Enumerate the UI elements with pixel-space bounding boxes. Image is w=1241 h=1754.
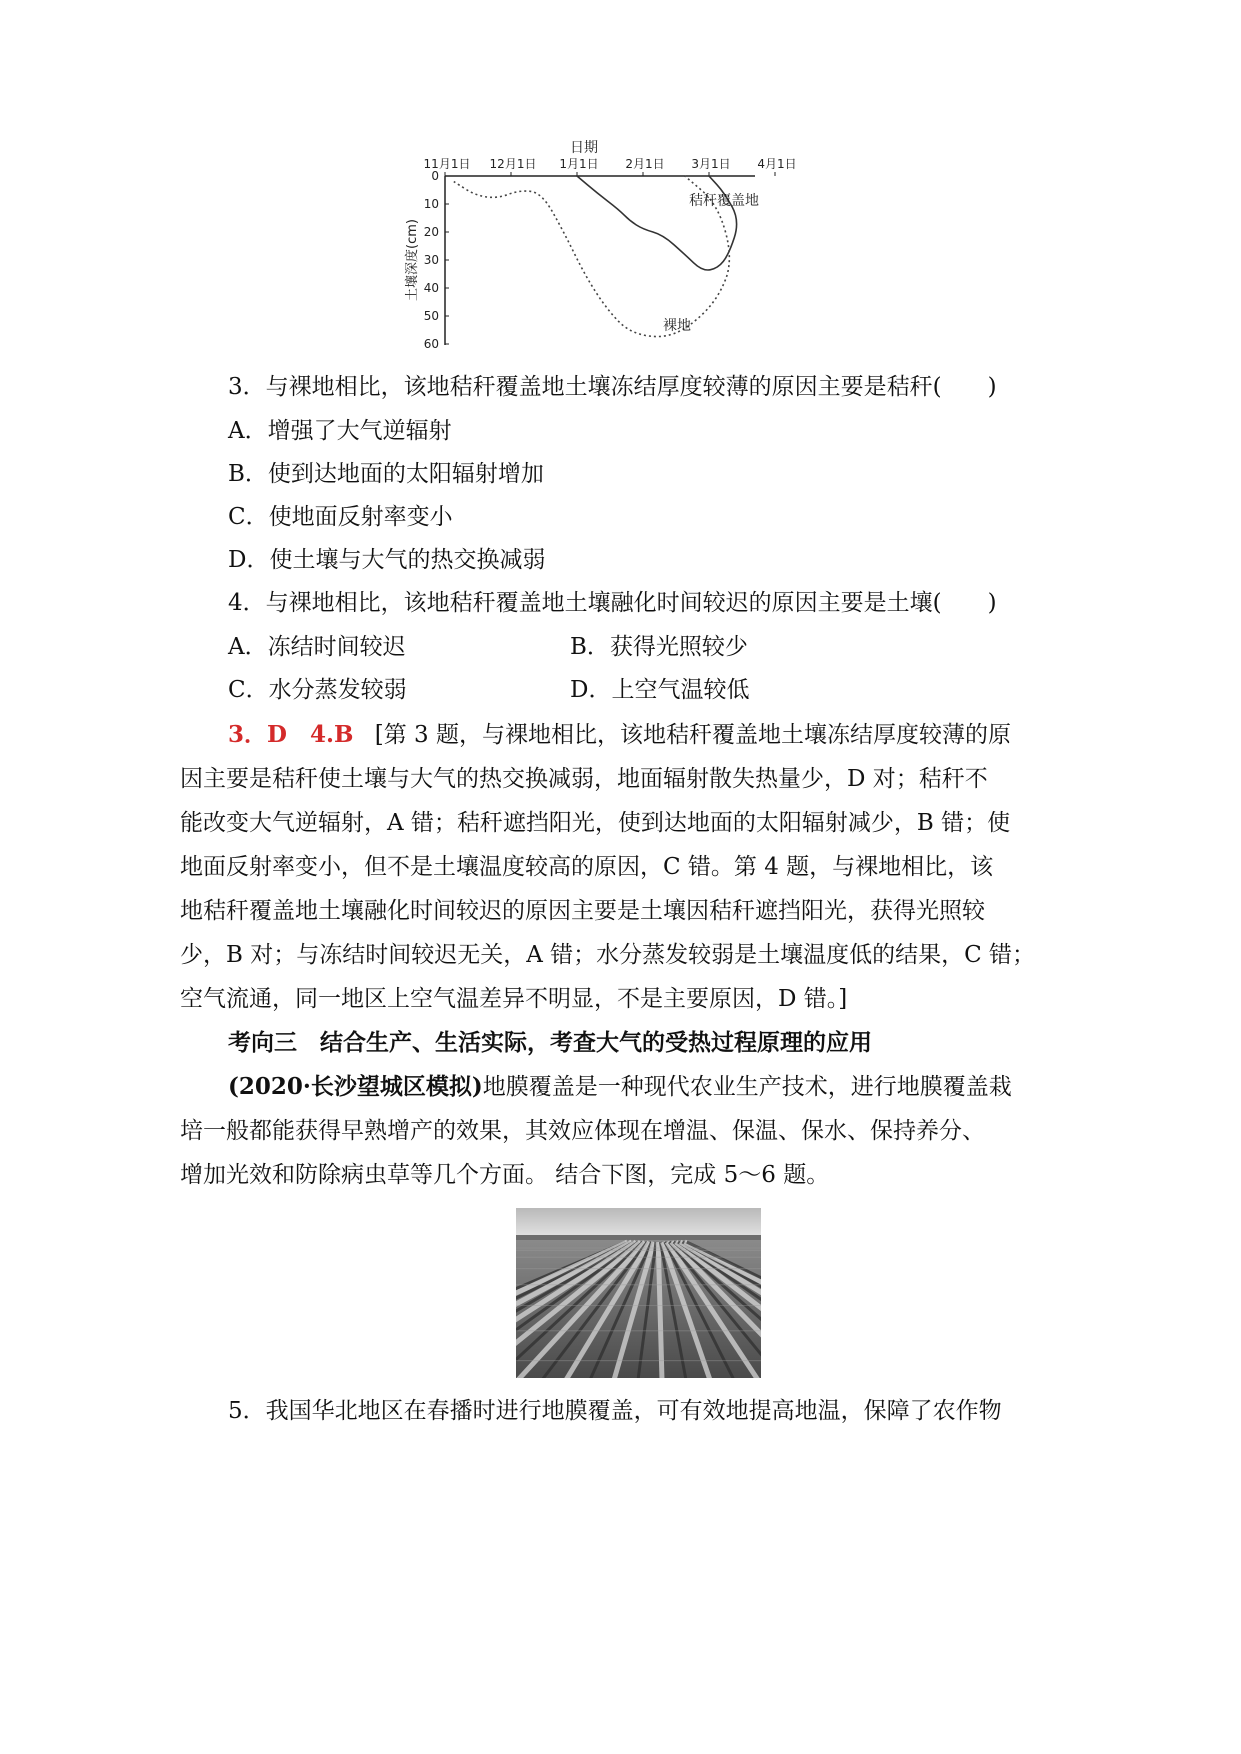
answer-line-6: 空气流通，同一地区上空气温差异不明显，不是主要原因，D 错。] (180, 986, 848, 1012)
q3-option-b: B．使到达地面的太阳辐射增加 (228, 461, 544, 487)
answer-first-line (228, 720, 1108, 750)
x-tick-label: 3月1日 (691, 157, 731, 171)
series-label-bare-land: 裸地 (663, 318, 691, 334)
plastic-mulch-field-photo (516, 1208, 761, 1378)
x-tick-label: 4月1日 (757, 157, 797, 171)
q4-stem: 4．与裸地相比，该地秸秆覆盖地土壤融化时间较迟的原因主要是土壤( ) (228, 590, 997, 616)
x-tick-label: 11月1日 (423, 157, 471, 171)
soil-depth-chart (400, 140, 880, 400)
y-tick-label: 40 (423, 281, 439, 295)
answer-line-2: 能改变大气逆辐射，A 错；秸秆遮挡阳光，使到达地面的太阳辐射减少，B 错；使 (180, 810, 1011, 836)
intro-line-1: 培一般都能获得早熟增产的效果，其效应体现在增温、保温、保水、保持养分、 (180, 1118, 985, 1144)
y-tick-label: 0 (431, 169, 439, 183)
x-axis-title: 日期 (570, 140, 598, 156)
y-tick-label: 10 (423, 197, 439, 211)
q3-option-c: C．使地面反射率变小 (228, 504, 453, 530)
intro-line-2: 增加光效和防除病虫草等几个方面。 结合下图，完成 5～6 题。 (180, 1162, 830, 1188)
section-intro-first-line (228, 1072, 1108, 1102)
x-tick-label: 1月1日 (559, 157, 599, 171)
q5-stem: 5．我国华北地区在春播时进行地膜覆盖，可有效地提高地温，保障了农作物 (228, 1398, 1002, 1424)
section-heading: 考向三 结合生产、生活实际，考查大气的受热过程原理的应用 (228, 1029, 872, 1056)
series-line-straw-covered (577, 176, 737, 270)
q4-option-d: D．上空气温较低 (570, 677, 750, 703)
q4-option-b: B．获得光照较少 (570, 634, 748, 660)
q3-stem: 3．与裸地相比，该地秸秆覆盖地土壤冻结厚度较薄的原因主要是秸秆( ) (228, 374, 997, 400)
y-axis-title: 土壤深度(cm) (405, 219, 420, 301)
y-tick-label: 60 (423, 337, 439, 351)
intro-rest: 地膜覆盖是一种现代农业生产技术，进行地膜覆盖栽 (482, 1074, 1012, 1100)
q4-option-a: A．冻结时间较迟 (228, 634, 406, 660)
y-tick-label: 30 (423, 253, 439, 267)
x-tick-label: 12月1日 (489, 157, 537, 171)
series-label-straw-covered: 秸秆覆盖地 (689, 193, 759, 209)
q4-option-c: C．水分蒸发较弱 (228, 677, 407, 703)
source-tag: (2020·长沙望城区模拟) (228, 1073, 483, 1100)
x-tick-label: 2月1日 (625, 157, 665, 171)
answer-line-3: 地面反射率变小，但不是土壤温度较高的原因，C 错。第 4 题，与裸地相比，该 (180, 854, 994, 880)
q3-option-d: D．使土壤与大气的热交换减弱 (228, 547, 546, 573)
answer-line-5: 少，B 对；与冻结时间较迟无关，A 错；水分蒸发较弱是土壤温度低的结果，C 错； (180, 942, 1036, 968)
answer-line-4: 地秸秆覆盖地土壤融化时间较迟的原因主要是土壤因秸秆遮挡阳光，获得光照较 (180, 898, 985, 924)
y-tick-label: 20 (423, 225, 439, 239)
q3-option-a: A．增强了大气逆辐射 (228, 418, 452, 444)
y-tick-label: 50 (423, 309, 439, 323)
answer-key: 3．D 4.B (228, 721, 354, 748)
answer-line-0: [第 3 题，与裸地相比，该地秸秆覆盖地土壤冻结厚度较薄的原 (374, 722, 1011, 748)
answer-line-1: 因主要是秸秆使土壤与大气的热交换减弱，地面辐射散失热量少，D 对；秸秆不 (180, 766, 988, 792)
